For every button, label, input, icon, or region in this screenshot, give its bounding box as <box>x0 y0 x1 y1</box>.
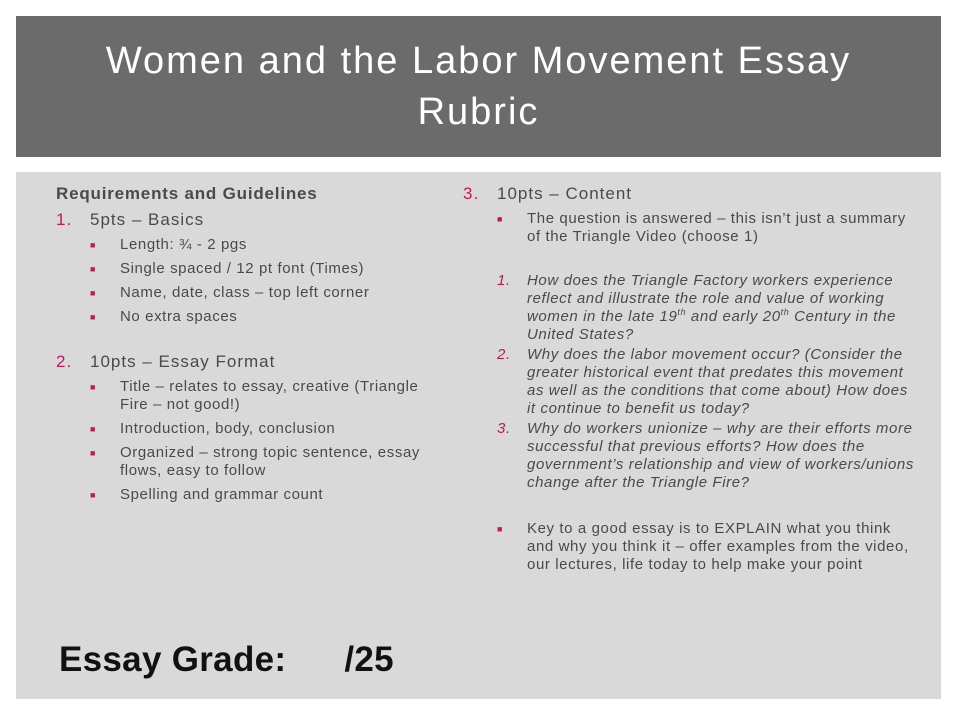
section-essay-format <box>56 352 446 372</box>
spacer <box>56 332 446 350</box>
grade-value: /25 <box>344 640 394 679</box>
list-item <box>90 486 446 504</box>
title-band <box>16 16 941 157</box>
right-column <box>463 182 918 580</box>
question-item <box>497 420 918 492</box>
spacer <box>463 252 918 272</box>
question-text: Why does the labor movement occur? (Consider the greater historical event that predates this movement as well as the conditions that come about) How does it continue to benefit us today? <box>527 346 908 417</box>
square-bullet-icon: ■ <box>90 382 97 392</box>
question-list <box>497 272 918 492</box>
list-item <box>90 236 446 254</box>
square-bullet-icon: ■ <box>90 264 97 274</box>
left-column <box>56 184 446 510</box>
list-item <box>90 420 446 438</box>
question-number: 2. <box>497 346 511 363</box>
square-bullet-icon: ■ <box>90 288 97 298</box>
bullet-text: The question is answered – this isn’t just a summary of the Triangle Video (choose 1) <box>527 210 906 245</box>
requirements-heading: Requirements and Guidelines <box>56 184 318 203</box>
section-number: 2. <box>56 352 73 371</box>
square-bullet-icon: ■ <box>90 240 97 250</box>
section-basics <box>56 210 446 230</box>
question-item <box>497 346 918 418</box>
question-text-part: and early 20 <box>686 308 781 325</box>
question-number: 3. <box>497 420 511 437</box>
basics-list <box>90 236 446 326</box>
square-bullet-icon: ■ <box>90 490 97 500</box>
bullet-text: Title – relates to essay, creative (Triangle Fire – not good!) <box>120 378 419 413</box>
section-number: 1. <box>56 210 73 229</box>
square-bullet-icon: ■ <box>497 214 504 224</box>
square-bullet-icon: ■ <box>90 448 97 458</box>
list-item <box>90 260 446 278</box>
section-number: 3. <box>463 184 480 203</box>
bullet-text: Spelling and grammar count <box>120 486 324 503</box>
list-item <box>497 210 918 246</box>
list-item <box>90 378 446 414</box>
bullet-text: Organized – strong topic sentence, essay flows, easy to follow <box>120 444 420 479</box>
section-label: 10pts – Essay Format <box>90 352 276 371</box>
question-item <box>497 272 918 344</box>
square-bullet-icon: ■ <box>497 524 504 534</box>
spacer <box>463 494 918 514</box>
bullet-text: Length: ¾ - 2 pgs <box>120 236 247 253</box>
section-content <box>463 184 918 204</box>
bullet-text: Introduction, body, conclusion <box>120 420 336 437</box>
content-panel <box>16 172 941 699</box>
essay-grade <box>59 640 394 680</box>
question-text: Why do workers unionize – why are their efforts more successful that previous efforts? How does the government’s relationship and view of workers/unions change after the Triangle Fire? <box>527 420 914 491</box>
question-text-part: Century in the United States? <box>527 308 896 343</box>
section-label: 5pts – Basics <box>90 210 205 229</box>
section-label: 10pts – Content <box>497 184 633 203</box>
format-list <box>90 378 446 504</box>
slide-title: Women and the Labor Movement Essay Rubric <box>105 39 852 133</box>
list-item <box>90 444 446 480</box>
content-intro-list <box>497 210 918 246</box>
square-bullet-icon: ■ <box>90 312 97 322</box>
list-item <box>497 520 918 574</box>
grade-label: Essay Grade: <box>59 640 287 679</box>
superscript: th <box>780 307 790 317</box>
list-item <box>90 308 446 326</box>
bullet-text: Key to a good essay is to EXPLAIN what you think and why you think it – offer examples from the video, our lectures, life today to help make your point <box>527 520 909 573</box>
key-list <box>497 520 918 574</box>
bullet-text: Single spaced / 12 pt font (Times) <box>120 260 365 277</box>
bullet-text: Name, date, class – top left corner <box>120 284 370 301</box>
superscript: th <box>677 307 687 317</box>
list-item <box>90 284 446 302</box>
question-text-part: How does the Triangle Factory workers experience reflect and illustrate the role and value of working women in the late 19 <box>527 272 894 325</box>
question-number: 1. <box>497 272 511 289</box>
question-text <box>527 272 918 344</box>
bullet-text: No extra spaces <box>120 308 238 325</box>
square-bullet-icon: ■ <box>90 424 97 434</box>
